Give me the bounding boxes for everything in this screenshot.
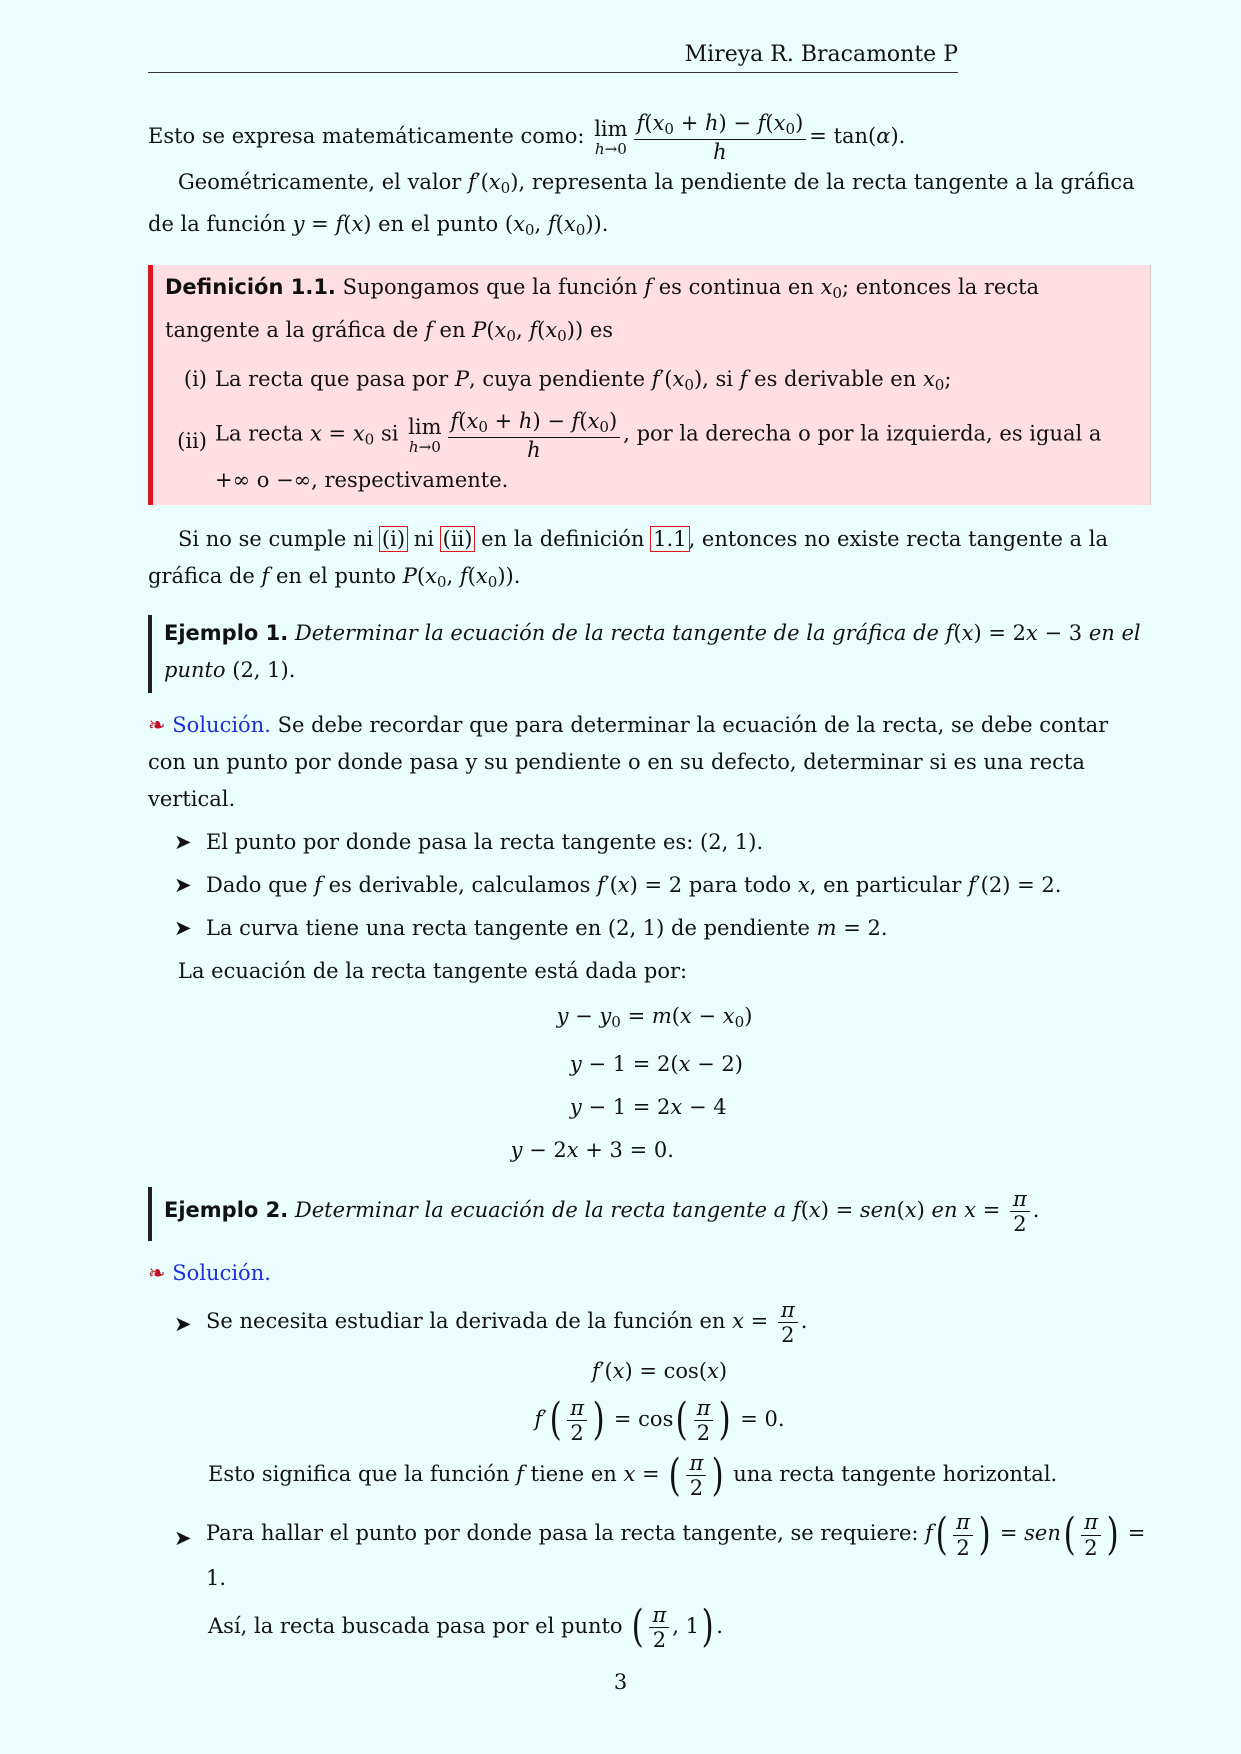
solution-2-bullet-2: ➤ Para hallar el punto por donde pasa la recta tangente, se requiere: f( $\frac{\pi}{2}$ ) = sen( $\frac{\pi}{2}$ ) = 1.: [174, 1510, 1151, 1596]
ref-item-i-link[interactable]: (i): [381, 526, 406, 551]
derivative-equations: f′(x) = cos(x) f′( $\frac{\pi}{2}$ ) = cos( $\frac{\pi}{2}$ ) = 0.: [534, 1358, 785, 1446]
definition-label: Definición 1.1.: [165, 275, 336, 300]
definition-list: [165, 361, 1134, 499]
example-1-box: Ejemplo 1. Determinar la ecuación de la recta tangente de la gráfica de f(x) = 2x − 3 en el punto (2, 1).: [148, 615, 1151, 693]
definition-box: Definición 1.1. Supongamos que la función f es continua en $x_0$; entonces la recta tangente a la gráfica de f en $P(x_0$, $f(x_0)$) es (i) La recta que pasa por P, cuya pendiente $f'(x_0)$, si f es derivable en $x_0$; (ii) La recta $x = x_0$ si lim h→0 $\frac{f(x_0 + h) - f(x_0)}{h}$ , por la derecha o por la izquierda, es igual a +∞ o −∞, respectivamente.: [148, 265, 1151, 505]
author-name: Mireya R. Bracamonte P: [684, 42, 958, 67]
final-point-sentence: Así, la recta buscada pasa por el punto ( $\frac{\pi}{2}$ , 1) .: [208, 1601, 723, 1653]
solution-2-heading: [148, 1255, 1151, 1292]
page-number: 3: [613, 1670, 628, 1694]
solution-1-bullet-1: ➤ El punto por donde pasa la recta tangente es: (2, 1).: [174, 824, 1151, 861]
arrow-bullet-icon: ➤: [174, 915, 192, 940]
main-content: [148, 110, 1151, 1652]
tangent-line-equations: $y - y_0 = m(x - x_0)$ y − 1 = 2(x − 2) y − 1 = 2x − 4 y − 2x + 3 = 0.: [510, 1003, 753, 1163]
solution-1-bullet-2: ➤ Dado que f es derivable, calculamos f′(x) = 2 para todo x, en particular f′(2) = 2.: [174, 867, 1151, 904]
definition-item-ii: (ii) La recta $x = x_0$ si lim h→0 $\frac{f(x_0 + h) - f(x_0)}{h}$ , por la derecha o por la izquierda, es igual a +∞ o −∞, respectivamente.: [177, 409, 1102, 492]
solution-2-label: Solución.: [172, 1260, 271, 1285]
solution-2-bullet-1: ➤ Se necesita estudiar la derivada de la función en x = $\frac{\pi}{2}$ .: [174, 1297, 808, 1347]
horizontal-tangent-meaning: Esto significa que la función f tiene en x = ( $\frac{\pi}{2}$ ) una recta tangente horizontal.: [208, 1449, 1058, 1501]
solution-1-conclusion: La ecuación de la recta tangente está dada por:: [178, 958, 688, 983]
example-1-label: Ejemplo 1.: [164, 620, 289, 645]
intro-formula-line: Esto se expresa matemáticamente como: lim h→0 $\frac{f(x_0 + h) - f(x_0)}{h}$ = tan(α).: [148, 111, 906, 164]
example-2-box: Ejemplo 2. Determinar la ecuación de la recta tangente a f(x) = sen(x) en x = $\frac{\pi}{2}$ .: [148, 1187, 1151, 1240]
definition-item-i: (i) La recta que pasa por P, cuya pendiente $f'(x_0)$, si f es derivable en $x_0$;: [183, 366, 952, 394]
fleuron-icon: ❧: [148, 712, 166, 737]
intro-geometric-paragraph: Geométricamente, el valor $f'(x_0)$, representa la pendiente de la recta tangente a la gráfica de la función y = f(x) en el punto ($x_0$, $f(x_0)$).: [148, 169, 1135, 240]
arrow-bullet-icon: ➤: [174, 1526, 192, 1551]
arrow-bullet-icon: ➤: [174, 1311, 192, 1336]
solution-1-paragraph: ❧ Solución. Se debe recordar que para determinar la ecuación de la recta, se debe contar con un punto por donde pasa y su pendiente o en su defecto, determinar si es una recta vertical.: [148, 712, 1109, 811]
arrow-bullet-icon: ➤: [174, 872, 192, 897]
fleuron-icon: ❧: [148, 1260, 166, 1285]
ref-definition-link[interactable]: 1.1: [653, 526, 687, 551]
example-2-label: Ejemplo 2.: [164, 1198, 289, 1223]
solution-1-bullet-3: ➤ La curva tiene una recta tangente en (2, 1) de pendiente m = 2.: [174, 910, 1151, 947]
arrow-bullet-icon: ➤: [174, 829, 192, 854]
solution-1-label: Solución.: [172, 712, 271, 737]
after-definition-paragraph: Si no se cumple ni (i) ni (ii) en la definición 1.1, entonces no existe recta tangente a la gráfica de f en el punto $P(x_0$, $f(x_0)$).: [148, 526, 1108, 591]
ref-item-ii-link[interactable]: (ii): [442, 526, 473, 551]
running-header: [148, 38, 958, 73]
